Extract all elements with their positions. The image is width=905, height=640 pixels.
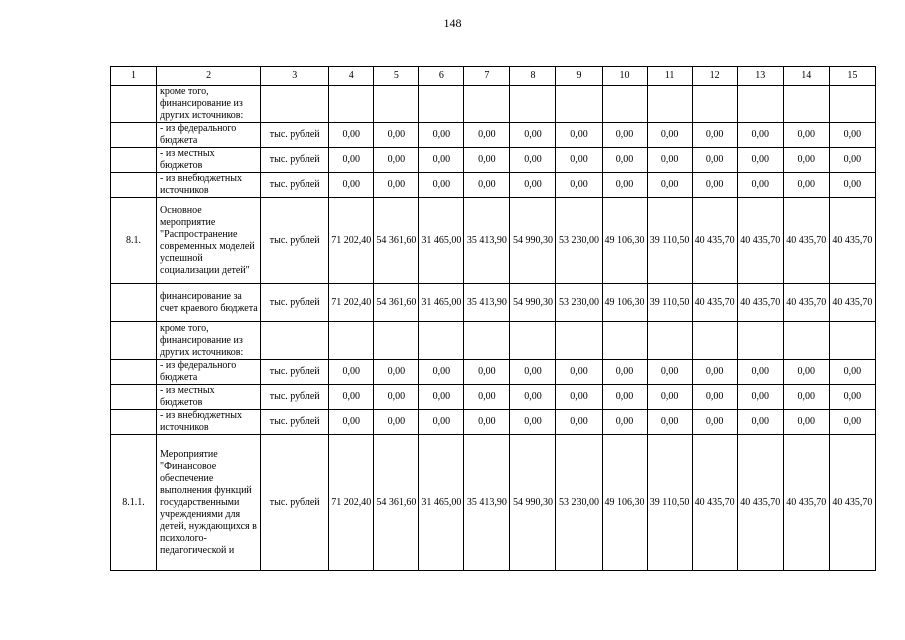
- header-row: [111, 67, 876, 86]
- value-cell: 0,00: [829, 123, 875, 148]
- value-cell: 0,00: [419, 360, 464, 385]
- table-row: [111, 173, 876, 198]
- value-cell: 49 106,30: [602, 435, 647, 571]
- header-cell: 15: [829, 67, 875, 86]
- value-cell: [783, 86, 829, 123]
- value-cell: 49 106,30: [602, 284, 647, 322]
- value-cell: 0,00: [602, 148, 647, 173]
- header-cell: 14: [783, 67, 829, 86]
- value-cell: 0,00: [556, 410, 602, 435]
- value-cell: 54 361,60: [374, 284, 419, 322]
- value-cell: 0,00: [737, 360, 783, 385]
- row-number-cell: 8.1.1.: [111, 435, 157, 571]
- value-cell: [419, 86, 464, 123]
- value-cell: 40 435,70: [692, 284, 737, 322]
- value-cell: 49 106,30: [602, 198, 647, 284]
- value-cell: 54 990,30: [510, 435, 556, 571]
- value-cell: 54 361,60: [374, 198, 419, 284]
- value-cell: 40 435,70: [829, 435, 875, 571]
- value-cell: 0,00: [374, 360, 419, 385]
- unit-cell: [261, 322, 329, 360]
- unit-cell: тыс. рублей: [261, 385, 329, 410]
- value-cell: [464, 322, 510, 360]
- unit-cell: тыс. рублей: [261, 148, 329, 173]
- row-name-cell: кроме того, финансирование из других источников:: [157, 322, 261, 360]
- value-cell: 0,00: [510, 385, 556, 410]
- table-row: [111, 198, 876, 284]
- unit-cell: тыс. рублей: [261, 198, 329, 284]
- header-cell: 8: [510, 67, 556, 86]
- value-cell: 0,00: [374, 410, 419, 435]
- value-cell: 0,00: [647, 360, 692, 385]
- unit-cell: тыс. рублей: [261, 173, 329, 198]
- value-cell: [374, 322, 419, 360]
- value-cell: 54 361,60: [374, 435, 419, 571]
- value-cell: [419, 322, 464, 360]
- row-number-cell: 8.1.: [111, 198, 157, 284]
- unit-cell: [261, 86, 329, 123]
- row-name-cell: Основное мероприятие "Распространение современных моделей успешной социализации детей": [157, 198, 261, 284]
- value-cell: [829, 86, 875, 123]
- value-cell: 0,00: [556, 173, 602, 198]
- value-cell: 0,00: [737, 123, 783, 148]
- value-cell: 54 990,30: [510, 284, 556, 322]
- value-cell: 0,00: [464, 410, 510, 435]
- header-cell: 3: [261, 67, 329, 86]
- value-cell: 71 202,40: [329, 198, 374, 284]
- row-name-cell: - из местных бюджетов: [157, 385, 261, 410]
- row-name-cell: - из внебюджетных источников: [157, 410, 261, 435]
- value-cell: 40 435,70: [783, 284, 829, 322]
- row-number-cell: [111, 284, 157, 322]
- page-number: 148: [443, 16, 462, 30]
- header-cell: 7: [464, 67, 510, 86]
- unit-cell: тыс. рублей: [261, 410, 329, 435]
- value-cell: [647, 86, 692, 123]
- value-cell: 0,00: [510, 360, 556, 385]
- row-name-cell: финансирование за счет краевого бюджета: [157, 284, 261, 322]
- value-cell: 31 465,00: [419, 198, 464, 284]
- value-cell: 54 990,30: [510, 198, 556, 284]
- value-cell: 0,00: [556, 148, 602, 173]
- value-cell: 0,00: [329, 148, 374, 173]
- value-cell: 0,00: [737, 385, 783, 410]
- value-cell: 0,00: [647, 385, 692, 410]
- value-cell: 0,00: [374, 385, 419, 410]
- unit-cell: тыс. рублей: [261, 284, 329, 322]
- header-cell: 2: [157, 67, 261, 86]
- header-cell: 10: [602, 67, 647, 86]
- value-cell: 0,00: [647, 173, 692, 198]
- value-cell: 40 435,70: [783, 198, 829, 284]
- value-cell: 0,00: [419, 173, 464, 198]
- value-cell: 0,00: [783, 173, 829, 198]
- value-cell: [829, 322, 875, 360]
- value-cell: 0,00: [692, 173, 737, 198]
- value-cell: [737, 322, 783, 360]
- value-cell: 31 465,00: [419, 435, 464, 571]
- value-cell: [692, 86, 737, 123]
- value-cell: 0,00: [329, 123, 374, 148]
- table-row: [111, 148, 876, 173]
- row-number-cell: [111, 86, 157, 123]
- row-number-cell: [111, 410, 157, 435]
- row-name-cell: - из федерального бюджета: [157, 123, 261, 148]
- value-cell: 40 435,70: [737, 435, 783, 571]
- value-cell: [329, 86, 374, 123]
- value-cell: 0,00: [464, 173, 510, 198]
- table-row: [111, 360, 876, 385]
- value-cell: 0,00: [602, 123, 647, 148]
- value-cell: 0,00: [419, 385, 464, 410]
- value-cell: 0,00: [829, 410, 875, 435]
- table-row: [111, 123, 876, 148]
- row-number-cell: [111, 360, 157, 385]
- value-cell: 0,00: [692, 123, 737, 148]
- value-cell: 0,00: [510, 410, 556, 435]
- value-cell: 53 230,00: [556, 198, 602, 284]
- value-cell: 0,00: [464, 360, 510, 385]
- value-cell: 0,00: [329, 385, 374, 410]
- value-cell: 0,00: [419, 123, 464, 148]
- value-cell: [329, 322, 374, 360]
- value-cell: 0,00: [692, 410, 737, 435]
- value-cell: 0,00: [464, 123, 510, 148]
- value-cell: 0,00: [602, 360, 647, 385]
- value-cell: 0,00: [329, 360, 374, 385]
- value-cell: 0,00: [510, 148, 556, 173]
- row-name-cell: кроме того, финансирование из других источников:: [157, 86, 261, 123]
- value-cell: 53 230,00: [556, 284, 602, 322]
- row-number-cell: [111, 173, 157, 198]
- value-cell: 0,00: [829, 148, 875, 173]
- value-cell: 0,00: [692, 148, 737, 173]
- header-cell: 1: [111, 67, 157, 86]
- value-cell: 0,00: [783, 123, 829, 148]
- value-cell: 0,00: [783, 148, 829, 173]
- value-cell: [374, 86, 419, 123]
- unit-cell: тыс. рублей: [261, 360, 329, 385]
- value-cell: 0,00: [556, 360, 602, 385]
- value-cell: 0,00: [374, 123, 419, 148]
- value-cell: 40 435,70: [829, 284, 875, 322]
- value-cell: 0,00: [737, 148, 783, 173]
- row-number-cell: [111, 322, 157, 360]
- value-cell: [464, 86, 510, 123]
- value-cell: 0,00: [374, 173, 419, 198]
- value-cell: 0,00: [464, 148, 510, 173]
- value-cell: 0,00: [602, 410, 647, 435]
- value-cell: [647, 322, 692, 360]
- value-cell: 71 202,40: [329, 284, 374, 322]
- value-cell: 35 413,90: [464, 284, 510, 322]
- value-cell: 0,00: [419, 410, 464, 435]
- header-cell: 13: [737, 67, 783, 86]
- unit-cell: тыс. рублей: [261, 123, 329, 148]
- value-cell: 40 435,70: [692, 198, 737, 284]
- value-cell: 40 435,70: [783, 435, 829, 571]
- value-cell: 0,00: [647, 410, 692, 435]
- table-row: [111, 86, 876, 123]
- value-cell: 40 435,70: [737, 284, 783, 322]
- table-row: [111, 385, 876, 410]
- value-cell: [556, 86, 602, 123]
- row-number-cell: [111, 385, 157, 410]
- header-cell: 11: [647, 67, 692, 86]
- budget-table: [110, 66, 876, 571]
- table-row: [111, 284, 876, 322]
- value-cell: [692, 322, 737, 360]
- value-cell: [510, 86, 556, 123]
- value-cell: [737, 86, 783, 123]
- value-cell: 40 435,70: [829, 198, 875, 284]
- value-cell: 35 413,90: [464, 435, 510, 571]
- value-cell: 0,00: [374, 148, 419, 173]
- value-cell: 0,00: [829, 385, 875, 410]
- value-cell: 0,00: [419, 148, 464, 173]
- value-cell: 39 110,50: [647, 198, 692, 284]
- value-cell: 0,00: [783, 410, 829, 435]
- value-cell: 0,00: [556, 123, 602, 148]
- value-cell: 0,00: [647, 123, 692, 148]
- value-cell: 35 413,90: [464, 198, 510, 284]
- value-cell: 0,00: [556, 385, 602, 410]
- value-cell: 40 435,70: [692, 435, 737, 571]
- value-cell: 53 230,00: [556, 435, 602, 571]
- value-cell: 0,00: [783, 385, 829, 410]
- value-cell: 71 202,40: [329, 435, 374, 571]
- row-name-cell: - из местных бюджетов: [157, 148, 261, 173]
- value-cell: [602, 322, 647, 360]
- header-cell: 6: [419, 67, 464, 86]
- value-cell: 0,00: [829, 173, 875, 198]
- value-cell: 0,00: [783, 360, 829, 385]
- value-cell: 0,00: [602, 173, 647, 198]
- header-cell: 9: [556, 67, 602, 86]
- value-cell: 0,00: [737, 173, 783, 198]
- value-cell: 0,00: [329, 410, 374, 435]
- row-number-cell: [111, 148, 157, 173]
- value-cell: 40 435,70: [737, 198, 783, 284]
- header-cell: 12: [692, 67, 737, 86]
- row-name-cell: - из внебюджетных источников: [157, 173, 261, 198]
- value-cell: 0,00: [829, 360, 875, 385]
- value-cell: [510, 322, 556, 360]
- value-cell: 31 465,00: [419, 284, 464, 322]
- value-cell: 0,00: [329, 173, 374, 198]
- value-cell: 0,00: [692, 360, 737, 385]
- value-cell: 0,00: [692, 385, 737, 410]
- value-cell: 39 110,50: [647, 284, 692, 322]
- value-cell: 0,00: [602, 385, 647, 410]
- table-row: [111, 410, 876, 435]
- header-cell: 5: [374, 67, 419, 86]
- value-cell: [783, 322, 829, 360]
- header-cell: 4: [329, 67, 374, 86]
- value-cell: 39 110,50: [647, 435, 692, 571]
- value-cell: 0,00: [510, 123, 556, 148]
- table-row: [111, 322, 876, 360]
- value-cell: [556, 322, 602, 360]
- row-name-cell: - из федерального бюджета: [157, 360, 261, 385]
- table-row: [111, 435, 876, 571]
- row-name-cell: Мероприятие "Финансовое обеспечение выполнения функций государственными учреждениями для детей, нуждающихся в психолого-педагогической и: [157, 435, 261, 571]
- value-cell: 0,00: [737, 410, 783, 435]
- value-cell: 0,00: [464, 385, 510, 410]
- row-number-cell: [111, 123, 157, 148]
- unit-cell: тыс. рублей: [261, 435, 329, 571]
- value-cell: 0,00: [510, 173, 556, 198]
- value-cell: [602, 86, 647, 123]
- value-cell: 0,00: [647, 148, 692, 173]
